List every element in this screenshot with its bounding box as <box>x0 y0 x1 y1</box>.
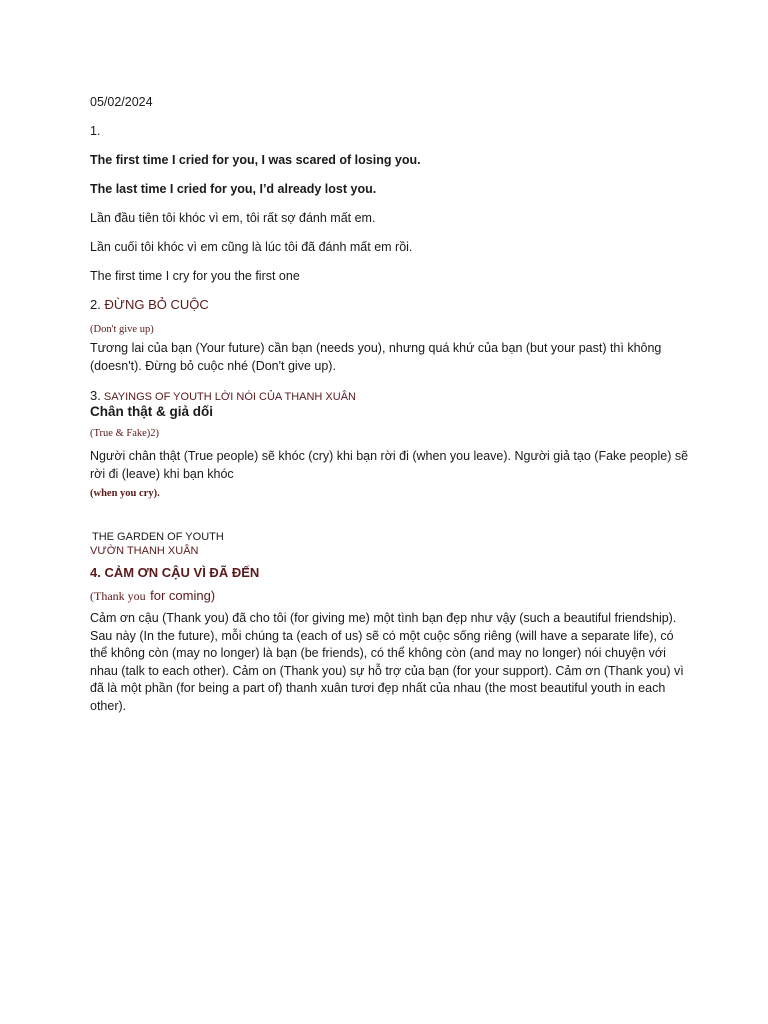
section-1-line-3: Lần đầu tiên tôi khóc vì em, tôi rất sợ đánh mất em. <box>90 211 376 225</box>
garden-title-en: THE GARDEN OF YOUTH <box>92 531 224 543</box>
section-4-title: 4. CẢM ƠN CẬU VÌ ĐÃ ĐẾN <box>90 565 260 580</box>
section-4-subtitle-b: for coming) <box>150 588 216 603</box>
section-2-body: Tương lai của bạn (Your future) cần bạn (needs you), nhưng quá khứ của bạn (but your past) thì không (doesn't). Đừng bỏ cuộc nhé (Don't give up). <box>90 341 662 373</box>
section-3-number: 3. <box>90 388 101 403</box>
section-3-heading <box>90 388 356 403</box>
section-4-subtitle-a: (Thank you <box>90 589 146 603</box>
section-1-line-2: The last time I cried for you, I’d already lost you. <box>90 182 377 196</box>
section-4-subtitle <box>90 587 215 605</box>
section-2-number: 2. <box>90 297 101 312</box>
section-2-subtitle: (Don't give up) <box>90 324 154 335</box>
section-3-subtitle: (True & Fake)2) <box>90 428 160 439</box>
section-3-heading-text: SAYINGS OF YOUTH LỜI NÓI CỦA THANH XUÂN <box>103 391 356 403</box>
section-1-number: 1. <box>90 124 101 138</box>
section-3-body: Người chân thật (True people) sẽ khóc (cry) khi bạn rời đi (when you leave). Người giả tạo (Fake people) sẽ rời đi (leave) khi bạn khóc <box>90 449 689 481</box>
section-1-line-1: The first time I cried for you, I was scared of losing you. <box>90 153 421 167</box>
section-3-tail: (when you cry). <box>90 488 160 499</box>
section-4-body: Cảm ơn cậu (Thank you) đã cho tôi (for giving me) một tình bạn đẹp như vậy (such a beautiful friendship). Sau này (In the future), mỗi chúng ta (each of us) sẽ có một cuộc sống riêng (will have a separate life), có thể không còn (may no longer) là bạn (be friends), có thể không còn (and may no longer) nói chuyện với nhau (talk to each other). Cảm on (Thank you) sự hỗ trợ của bạn (for your support). Cảm ơn (Thank you) vì đã là một phần (for being a part of) thanh xuân tươi đẹp nhất của nhau (the most beautiful youth in each other). <box>90 611 684 713</box>
section-2-title: ĐỪNG BỎ CUỘC <box>104 297 209 312</box>
section-2-heading <box>90 297 209 312</box>
section-3-title: Chân thật & giả dối <box>90 404 213 419</box>
section-1-line-5: The first time I cry for you the first one <box>90 269 300 283</box>
section-1-line-4: Lần cuối tôi khóc vì em cũng là lúc tôi đã đánh mất em rồi. <box>90 240 413 254</box>
garden-title-vi: VƯỜN THANH XUÂN <box>90 545 199 557</box>
date: 05/02/2024 <box>90 95 153 109</box>
